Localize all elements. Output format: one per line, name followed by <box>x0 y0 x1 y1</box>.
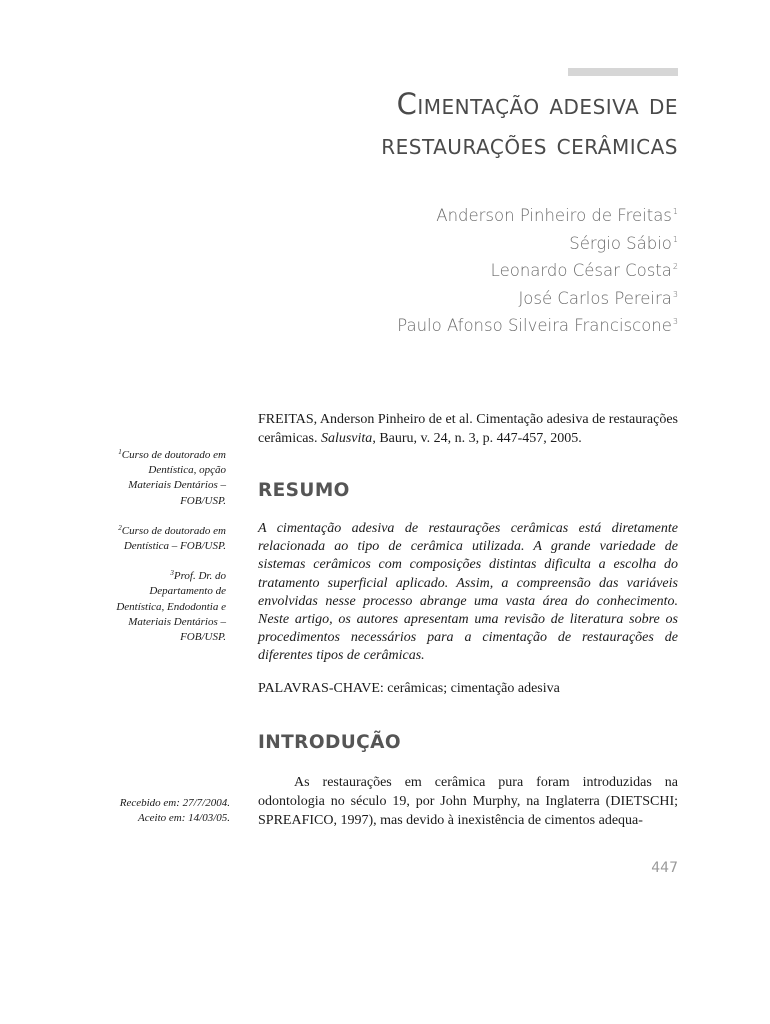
page-number: 447 <box>651 860 678 876</box>
resumo-heading: RESUMO <box>258 480 350 501</box>
received-dates <box>100 796 230 826</box>
title-line-2: restaurações cerâmicas <box>381 127 678 161</box>
author-name: José Carlos Pereira$^3$ <box>518 288 678 308</box>
title-line-1: Cimentação adesiva de <box>396 87 678 121</box>
affiliation-note: $^2$Curso de doutorado em Dentística – FOB/USP. <box>118 523 226 553</box>
introduction-text: As restaurações em cerâmica pura foram introduzidas na odontologia no século 19, por John Murphy, na Inglaterra (DIETSCHI; SPREAFICO, 1997), mas devido à inexistência de cimentos adequa- <box>258 775 678 828</box>
journal-name: Salusvita <box>320 431 373 446</box>
introducao-heading: INTRODUÇÃO <box>258 732 401 753</box>
received-date: Recebido em: 27/7/2004. <box>119 797 230 809</box>
header-decorative-bar <box>568 68 678 76</box>
author-list <box>397 200 678 338</box>
accepted-date: Aceito em: 14/03/05. <box>138 812 230 825</box>
affiliation-note: $^1$Curso de doutorado em Dentística, opção Materiais Dentários – FOB/USP. <box>118 448 226 507</box>
bibliographic-citation: FREITAS, Anderson Pinheiro de et al. Cimentação adesiva de restaurações cerâmicas. Salusvita, Bauru, v. 24, n. 3, p. 447-457, 2005. <box>258 412 678 446</box>
abstract-text: A cimentação adesiva de restaurações cerâmicas está diretamente relacionada ao tipo de cerâmica utilizada. A grande variedade de sistemas cerâmicos com composições distintas dificulta a escolha do tratamento superficial aplicado. Assim, a compreensão das variáveis envolvidas nesse processo abrange uma vasta área do conhecimento. Neste artigo, os autores apresentam uma revisão de literatura sobre os procedimentos necessários para a cimentação de restaurações de diferentes tipos de cerâmicas. <box>258 521 678 664</box>
author-name: Paulo Afonso Silveira Franciscone$^3$ <box>397 316 678 335</box>
affiliation-notes <box>112 445 226 657</box>
author-name: Sérgio Sábio$^1$ <box>569 233 678 253</box>
article-title <box>381 84 678 164</box>
author-name: Anderson Pinheiro de Freitas$^1$ <box>436 206 678 225</box>
affiliation-note: $^3$Prof. Dr. do Departamento de Dentística, Endodontia e Materiais Dentários – FOB/USP. <box>116 569 226 644</box>
keywords: PALAVRAS-CHAVE: cerâmicas; cimentação adesiva <box>258 681 560 696</box>
author-name: Leonardo César Costa$^2$ <box>490 261 678 280</box>
